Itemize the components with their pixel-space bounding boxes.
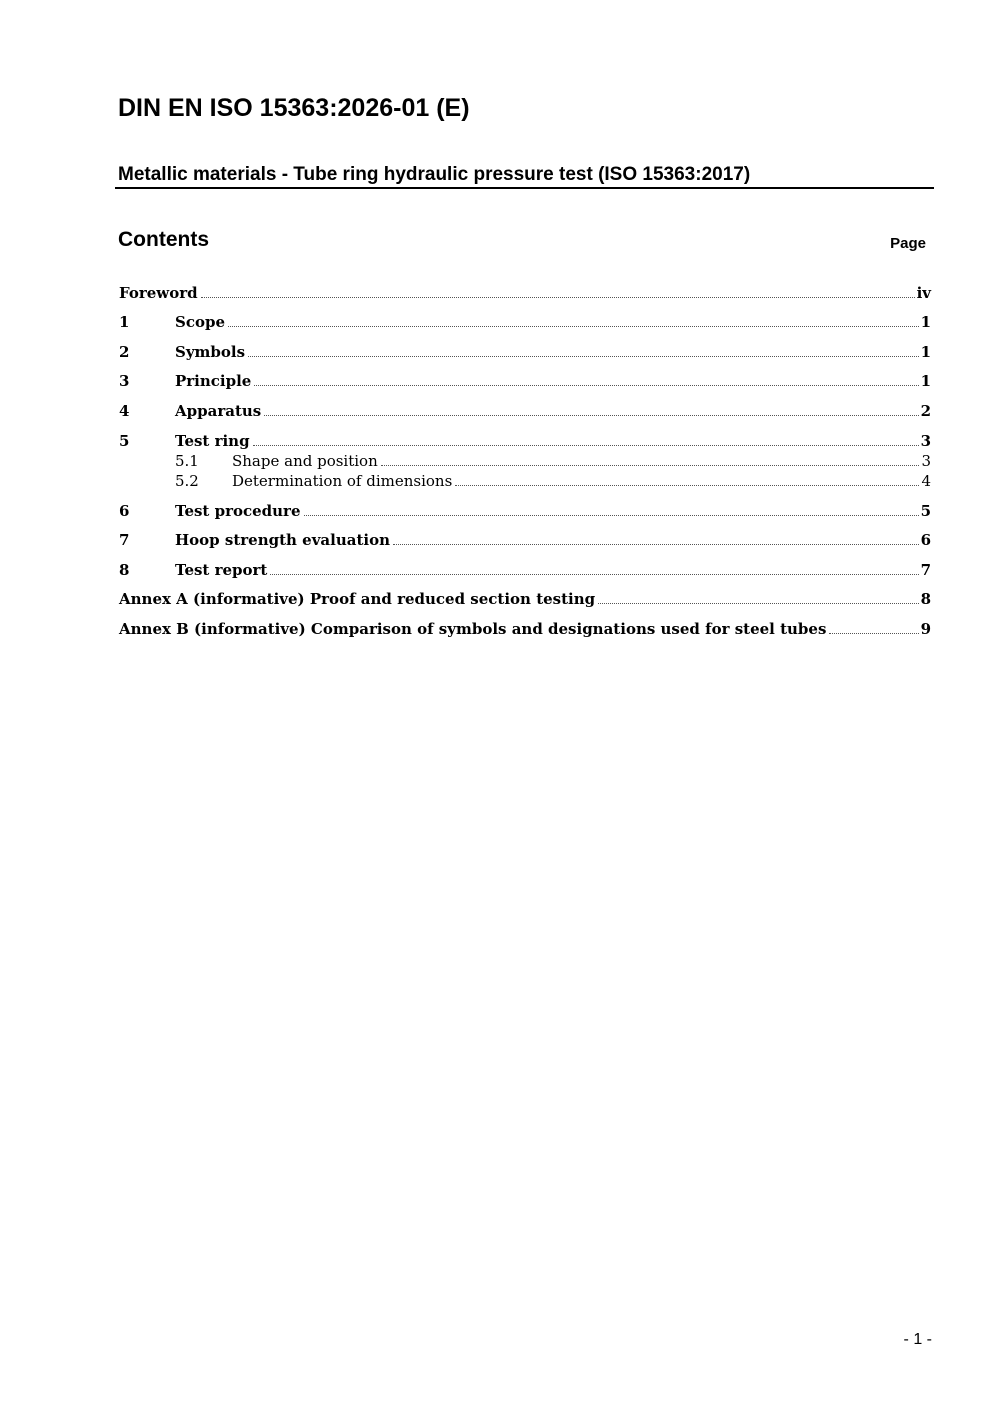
subtitle-underline [115, 187, 934, 189]
toc-entry-number: 2 [119, 343, 130, 361]
toc-entry-number: 1 [119, 313, 130, 331]
toc-entry-title: Annex B (informative) Comparison of symbols and designations used for steel tubes [119, 620, 827, 638]
toc-entry-page: 6 [920, 531, 931, 549]
toc-entry-page: 3 [920, 432, 931, 450]
contents-heading: Contents [118, 228, 209, 251]
toc-entry-page: 4 [921, 472, 931, 490]
toc-entry-symbols[interactable] [119, 342, 931, 362]
toc-entry-page: 3 [921, 452, 931, 470]
toc-entry-number: 8 [119, 561, 130, 579]
footer-page-number: - 1 - [903, 1331, 932, 1348]
toc-entry-test-procedure[interactable] [119, 501, 931, 521]
toc-entry-page: 1 [920, 313, 931, 331]
toc-entry-number: 5.1 [175, 452, 199, 470]
toc-entry-foreword[interactable] [119, 283, 931, 303]
toc-leader-dots [598, 603, 918, 604]
toc-entry-annex-b[interactable] [119, 619, 931, 639]
toc-entry-title: Determination of dimensions [232, 472, 453, 490]
toc-entry-title: Test report [175, 561, 268, 579]
toc-leader-dots [270, 574, 918, 575]
page-column-label: Page [890, 235, 926, 252]
toc-entry-determination-of-dimensions[interactable] [119, 471, 931, 491]
toc-entry-apparatus[interactable] [119, 401, 931, 421]
toc-entry-page: 1 [920, 343, 931, 361]
toc-entry-page: 2 [920, 402, 931, 420]
toc-entry-number: 7 [119, 531, 130, 549]
toc-entry-scope[interactable] [119, 312, 931, 332]
toc-leader-dots [254, 385, 918, 386]
toc-leader-dots [455, 485, 919, 486]
document-title: DIN EN ISO 15363:2026-01 (E) [118, 94, 470, 122]
toc-entry-title: Apparatus [175, 402, 262, 420]
toc-entry-page: iv [916, 284, 931, 302]
toc-entry-page: 9 [920, 620, 931, 638]
toc-entry-number: 5 [119, 432, 130, 450]
toc-entry-hoop-strength-evaluation[interactable] [119, 530, 931, 550]
toc-leader-dots [829, 633, 918, 634]
toc-entry-title: Test ring [175, 432, 250, 450]
toc-entry-title: Principle [175, 372, 252, 390]
toc-entry-page: 5 [920, 502, 931, 520]
toc-entry-title: Hoop strength evaluation [175, 531, 391, 549]
toc-entry-test-ring[interactable] [119, 431, 931, 451]
toc-entry-title: Shape and position [232, 452, 378, 470]
toc-leader-dots [201, 297, 915, 298]
toc-leader-dots [264, 415, 918, 416]
toc-entry-title: Test procedure [175, 502, 301, 520]
toc-entry-principle[interactable] [119, 371, 931, 391]
toc-entry-number: 3 [119, 372, 130, 390]
toc-entry-number: 5.2 [175, 472, 199, 490]
toc-entry-page: 1 [920, 372, 931, 390]
toc-entry-shape-and-position[interactable] [119, 451, 931, 471]
toc-leader-dots [228, 326, 919, 327]
toc-entry-number: 6 [119, 502, 130, 520]
toc-leader-dots [248, 356, 919, 357]
toc-entry-title: Annex A (informative) Proof and reduced section testing [119, 590, 596, 608]
toc-entry-title: Scope [175, 313, 226, 331]
toc-entry-title: Foreword [119, 284, 198, 302]
toc-leader-dots [393, 544, 919, 545]
document-subtitle: Metallic materials - Tube ring hydraulic pressure test (ISO 15363:2017) [118, 164, 751, 185]
toc-entry-page: 7 [920, 561, 931, 579]
toc-leader-dots [304, 515, 919, 516]
toc-entry-page: 8 [920, 590, 931, 608]
toc-entry-test-report[interactable] [119, 560, 931, 580]
toc-leader-dots [381, 465, 920, 466]
toc-leader-dots [253, 445, 919, 446]
toc-entry-number: 4 [119, 402, 130, 420]
toc-entry-annex-a[interactable] [119, 589, 931, 609]
toc-entry-title: Symbols [175, 343, 246, 361]
